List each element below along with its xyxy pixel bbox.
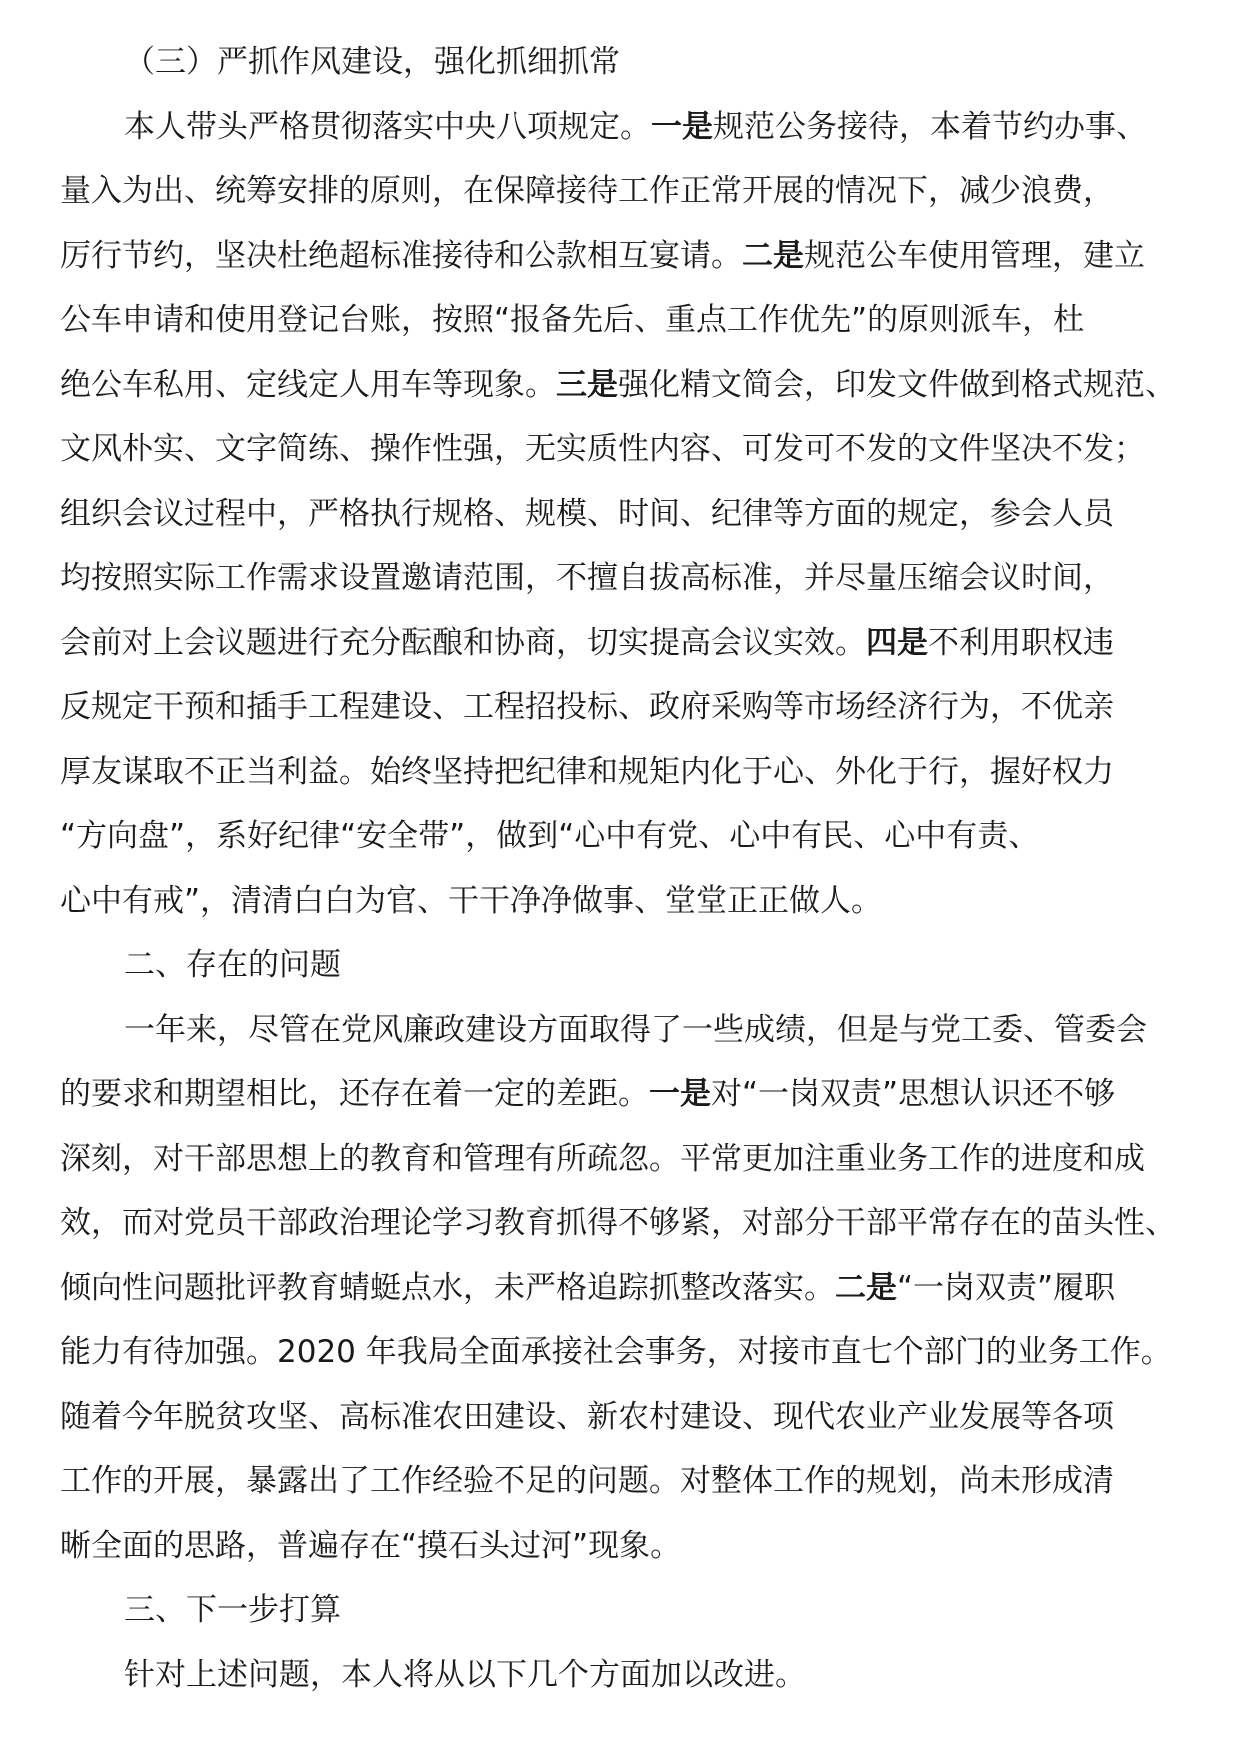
text-line: 工作的开展，暴露出了工作经验不足的问题。对整体工作的规划，尚未形成清 (60, 1463, 1114, 1499)
text-line: 组织会议过程中，严格执行规格、规模、时间、纪律等方面的规定，参会人员 (60, 495, 1114, 532)
text-line: 均按照实际工作需求设置邀请范围，不擅自拔高标准，并尽量压缩会议时间， (60, 560, 1114, 596)
text-line: 深刻，对干部思想上的教育和管理有所疏忽。平常更加注重业务工作的进度和成 (60, 1140, 1145, 1177)
text-line: 厚友谋取不正当利益。始终坚持把纪律和规矩内化于心、外化于行，握好权力 (60, 753, 1114, 790)
document-page (60, 30, 1220, 1740)
text-line: 能力有待加强。2020 年我局全面承接社会事务，对接市直七个部门的业务工作。 (60, 1334, 1172, 1370)
bold-marker: 一是 (651, 108, 713, 145)
bold-marker: 一是 (649, 1076, 711, 1112)
text-line: 心中有戒”，清清白白为官、干干净净做事、堂堂正正做人。 (60, 882, 883, 919)
text-line: 随着今年脱贫攻坚、高标准农田建设、新农村建设、现代农业产业发展等各项 (60, 1398, 1114, 1435)
bold-marker: 二是 (835, 1269, 897, 1306)
text-line: 一年来，尽管在党风廉政建设方面取得了一些成绩，但是与党工委、管委会 (124, 1011, 1147, 1048)
text-line: 本人带头严格贯彻落实中央八项规定。一是规范公务接待，本着节约办事、 (124, 108, 1147, 145)
text-line: 文风朴实、文字简练、操作性强，无实质性内容、可发可不发的文件坚决不发； (60, 431, 1145, 467)
text-line: 的要求和期望相比，还存在着一定的差距。一是对“一岗双责”思想认识还不够 (60, 1076, 1116, 1112)
text-line: 会前对上会议题进行充分酝酿和协商，切实提高会议实效。四是不利用职权违 (60, 624, 1114, 661)
section-heading: 二、存在的问题 (124, 947, 341, 983)
text-line: 效，而对党员干部政治理论学习教育抓得不够紧，对部分干部平常存在的苗头性、 (60, 1205, 1176, 1241)
section-heading: 三、下一步打算 (124, 1592, 341, 1628)
bold-marker: 二是 (742, 237, 804, 274)
text-line: 反规定干预和插手工程建设、工程招投标、政府采购等市场经济行为，不优亲 (60, 689, 1114, 725)
text-line: 倾向性问题批评教育蜻蜓点水，未严格追踪抓整改落实。二是“一岗双责”履职 (60, 1269, 1116, 1306)
bold-marker: 四是 (866, 624, 928, 661)
text-line: “方向盘”，系好纪律“安全带”，做到“心中有党、心中有民、心中有责、 (60, 818, 1040, 854)
text-line: 晰全面的思路，普遍存在“摸石头过河”现象。 (60, 1527, 682, 1564)
text-line: 量入为出、统筹安排的原则，在保障接待工作正常开展的情况下，减少浪费， (60, 173, 1114, 209)
text-line: 厉行节约，坚决杜绝超标准接待和公款相互宴请。二是规范公车使用管理，建立 (60, 237, 1145, 274)
bold-marker: 三是 (556, 366, 618, 403)
section-heading: （三）严抓作风建设，强化抓细抓常 (124, 44, 620, 80)
text-line: 公车申请和使用登记台账，按照“报备先后、重点工作优先”的原则派车，杜 (60, 302, 1085, 338)
text-line: 绝公车私用、定线定人用车等现象。三是强化精文简会，印发文件做到格式规范、 (60, 366, 1176, 403)
text-line: 针对上述问题，本人将从以下几个方面加以改进。 (124, 1656, 806, 1693)
